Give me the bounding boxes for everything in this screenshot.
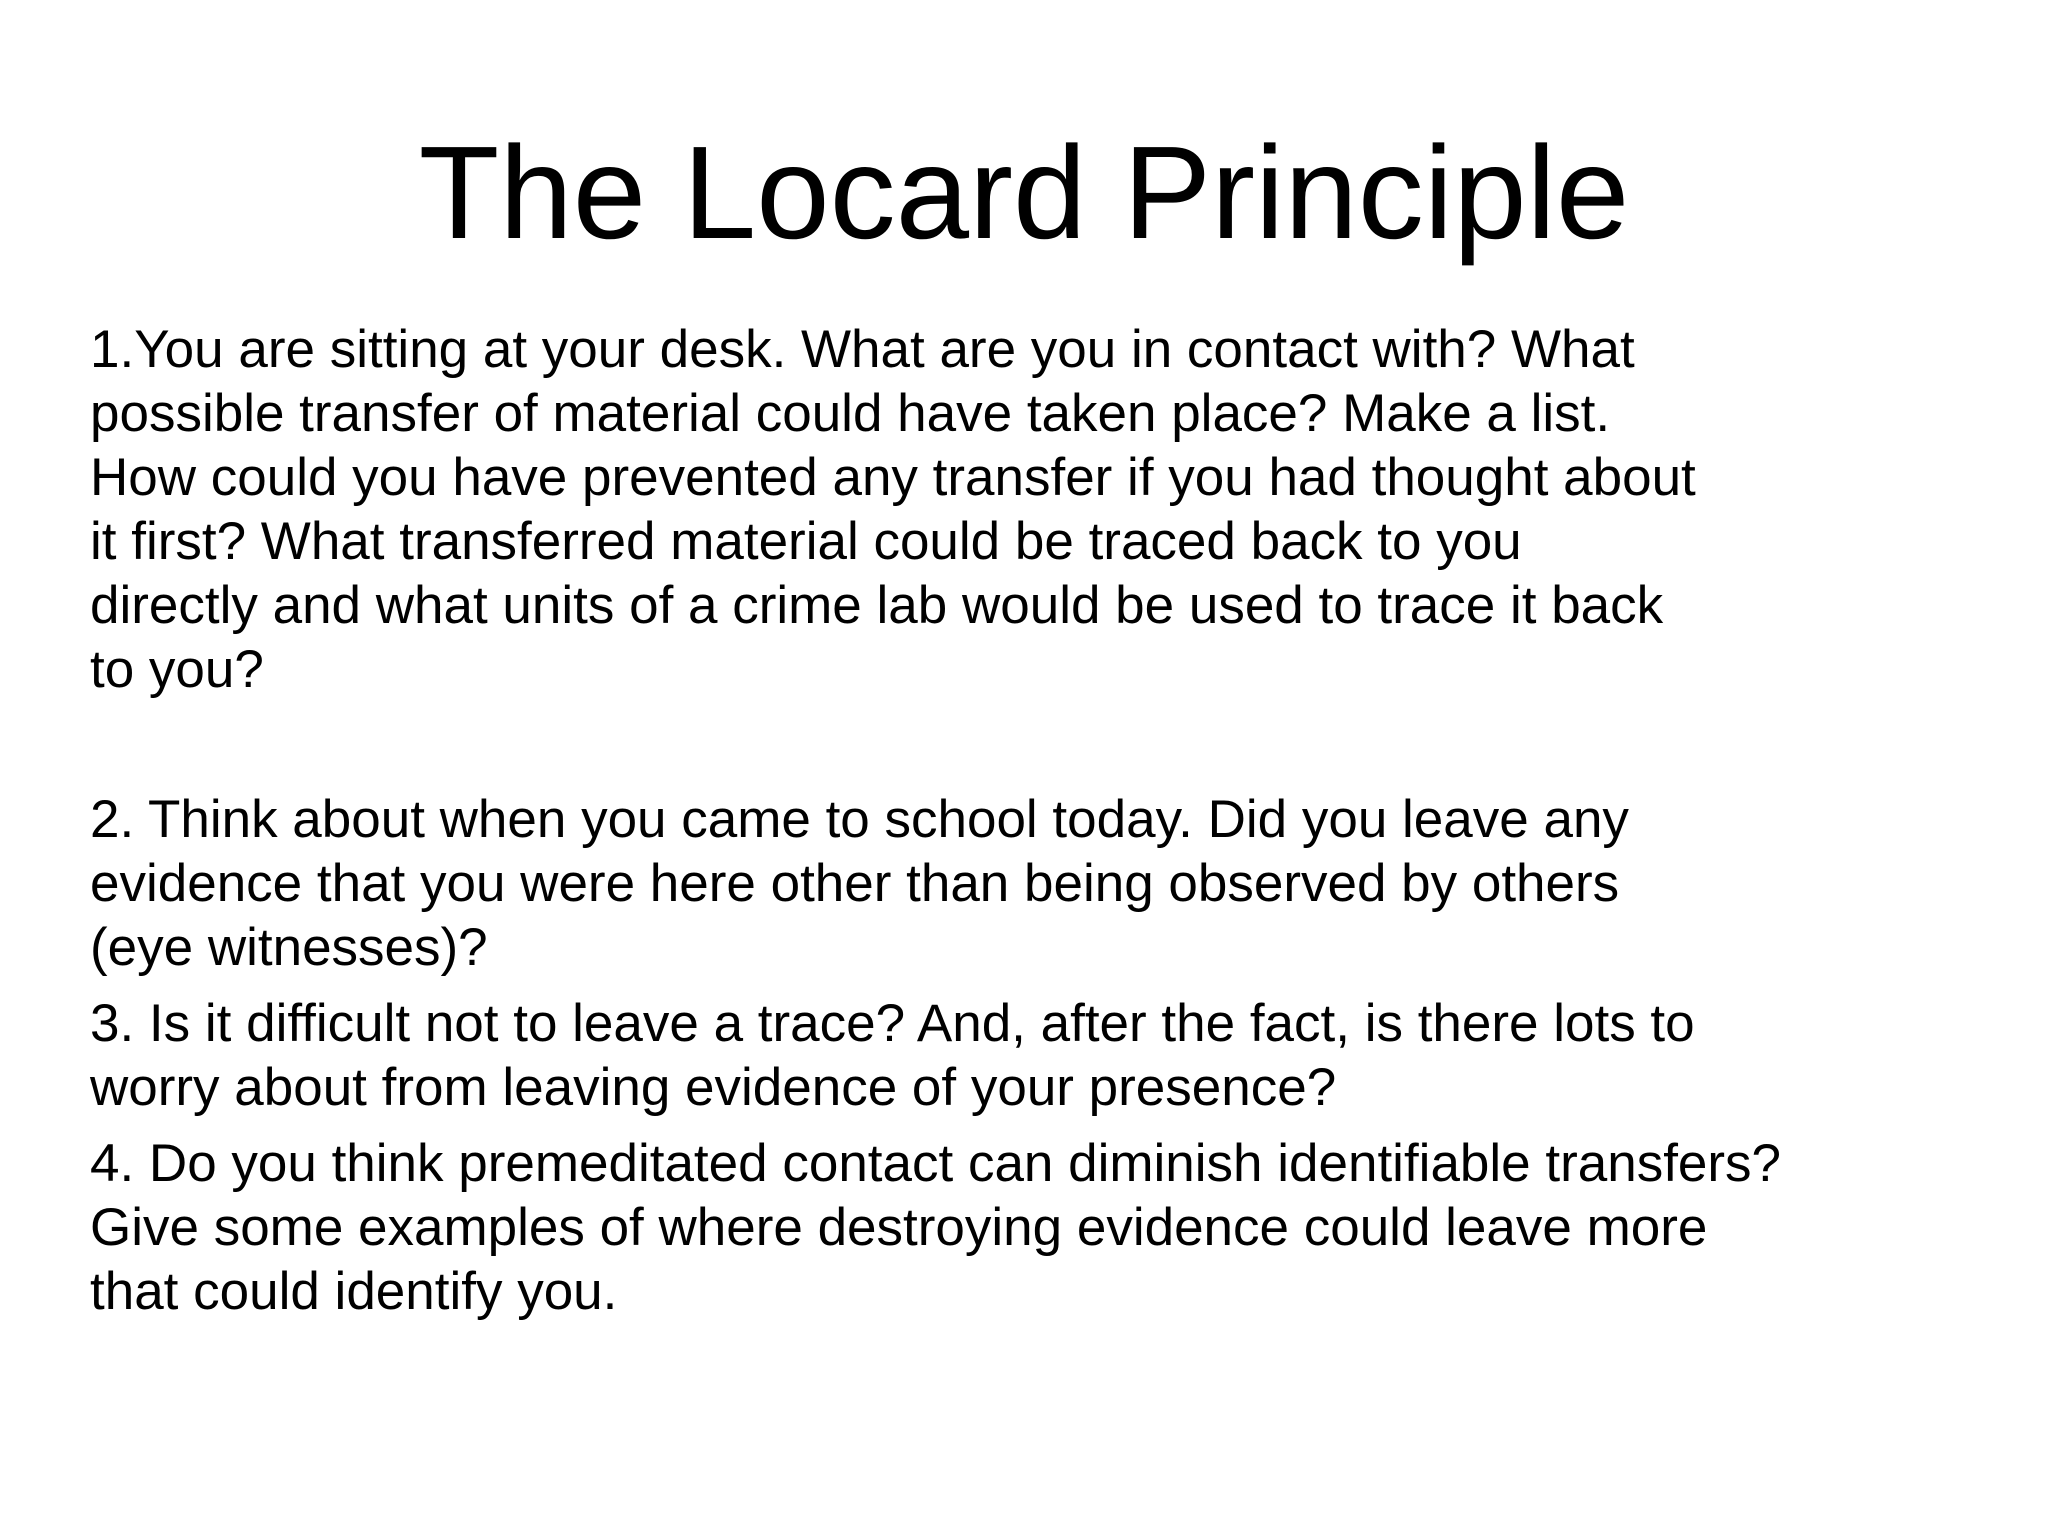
- question-1-line-6: to you?: [90, 640, 264, 699]
- question-2-line-2: evidence that you were here other than being observed by others: [90, 854, 1620, 913]
- question-1-line-4: it first? What transferred material could be traced back to you: [90, 512, 1522, 571]
- question-3-line-1: 3. Is it difficult not to leave a trace? And, after the fact, is there lots to: [90, 994, 1695, 1053]
- question-2: [90, 788, 1990, 980]
- question-3: [90, 992, 1990, 1120]
- question-1-line-2: possible transfer of material could have taken place? Make a list.: [90, 384, 1611, 443]
- question-1-line-3: How could you have prevented any transfer if you had thought about: [90, 448, 1696, 507]
- slide-title: The Locard Principle: [418, 119, 1630, 266]
- question-4-line-3: that could identify you.: [90, 1262, 618, 1321]
- question-1: [90, 318, 1990, 702]
- question-3-line-2: worry about from leaving evidence of your presence?: [90, 1058, 1337, 1117]
- question-2-line-3: (eye witnesses)?: [90, 918, 488, 977]
- question-4: [90, 1132, 1990, 1324]
- question-1-line-5: directly and what units of a crime lab would be used to trace it back: [90, 576, 1664, 635]
- question-4-line-2: Give some examples of where destroying evidence could leave more: [90, 1198, 1708, 1257]
- question-2-line-1: 2. Think about when you came to school today. Did you leave any: [90, 790, 1629, 849]
- question-1-line-1: 1.You are sitting at your desk. What are you in contact with? What: [90, 320, 1635, 379]
- question-list: [90, 318, 1990, 1324]
- question-4-line-1: 4. Do you think premeditated contact can diminish identifiable transfers?: [90, 1134, 1782, 1193]
